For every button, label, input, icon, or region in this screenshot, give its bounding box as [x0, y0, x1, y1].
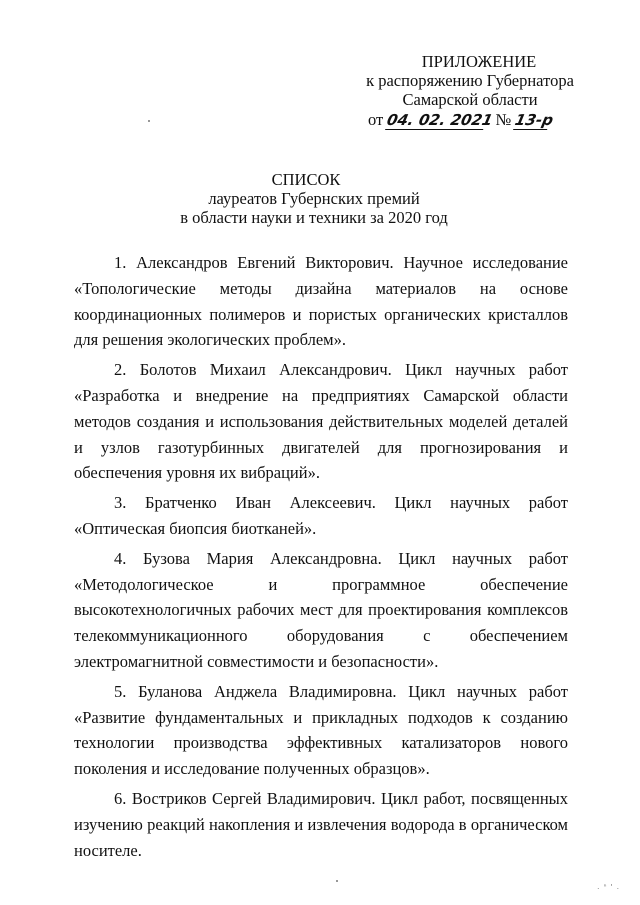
- appendix-line-1: к распоряжению Губернатора: [366, 71, 574, 90]
- laureates-list: [74, 250, 568, 863]
- handwritten-number: 13-р: [513, 111, 556, 129]
- list-item: 3. Братченко Иван Алексеевич. Цикл научных работ «Оптическая биопсия биотканей».: [74, 493, 568, 538]
- list-title-line-3: в области науки и техники за 2020 год: [180, 208, 448, 227]
- date-number-row: [360, 110, 580, 130]
- list-title-line-2: лауреатов Губернских премий: [208, 189, 420, 208]
- list-title: [0, 170, 640, 227]
- list-item: 4. Бузова Мария Александровна. Цикл научных работ «Методологическое и программное обеспечение высокотехнологичных рабочих мест для проектирования комплексов телекоммуникационного оборудования с обеспечением электромагнитной совместимости и безопасности».: [74, 548, 568, 671]
- scan-speck: [336, 880, 338, 882]
- handwritten-date: 04. 02. 2021: [385, 111, 495, 129]
- list-item: 2. Болотов Михаил Александрович. Цикл научных работ «Разработка и внедрение на предприятиях Самарской области методов создания и использования действительных моделей деталей и узлов газотурбинных двигателей для прогнозирования и обеспечения уровня их вибраций».: [74, 360, 568, 483]
- appendix-header: [360, 52, 580, 130]
- list-title-line-1: СПИСОК: [271, 170, 341, 189]
- list-item: 6. Востриков Сергей Владимирович. Цикл работ, посвященных изучению реакций накопления и извлечения водорода в органическом носителе.: [74, 788, 568, 860]
- number-prefix: №: [495, 110, 512, 129]
- list-item: 5. Буланова Анджела Владимировна. Цикл научных работ «Развитие фундаментальных и прикладных подходов к созданию технологии производства эффективных катализаторов нового поколения и исследование полученных образцов».: [74, 681, 568, 779]
- appendix-line-2: Самарской области: [402, 90, 538, 109]
- date-prefix: от: [368, 110, 384, 129]
- page-mark: . ⁿ ' .: [597, 883, 620, 891]
- scan-speck: [148, 120, 150, 122]
- list-item: 1. Александров Евгений Викторович. Научное исследование «Топологические методы дизайна материалов на основе координационных полимеров и пористых органических кристаллов для решения экологических проблем».: [74, 253, 568, 350]
- appendix-title: ПРИЛОЖЕНИЕ: [421, 52, 537, 71]
